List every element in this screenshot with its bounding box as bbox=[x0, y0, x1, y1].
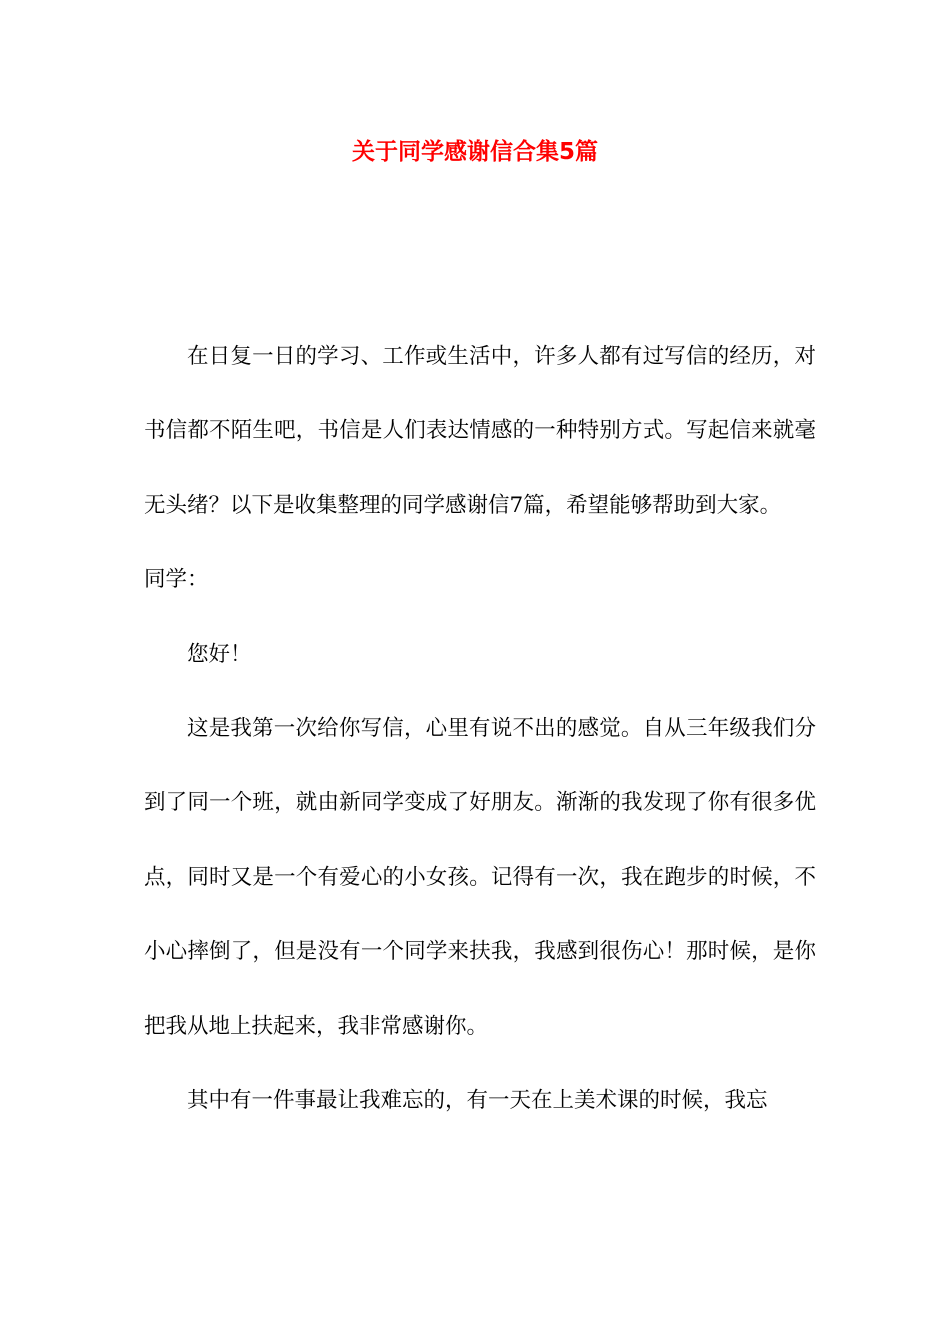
letter-paragraph: 这是我第一次给你写信，心里有说不出的感觉。自从三年级我们分到了同一个班，就由新同学变成了好朋友。渐渐的我发现了你有很多优点，同时又是一个有爱心的小女孩。记得有一次，我在跑步的时候，不小心摔倒了，但是没有一个同学来扶我，我感到很伤心！那时候，是你把我从地上扶起来，我非常感谢你。 bbox=[144, 716, 816, 1039]
intro-paragraph: 在日复一日的学习、工作或生活中，许多人都有过写信的经历，对书信都不陌生吧，书信是人们表达情感的一种特别方式。写起信来就毫无头绪？以下是收集整理的同学感谢信7篇，希望能够帮助到大家。 bbox=[144, 344, 816, 518]
document-body bbox=[144, 320, 816, 1138]
salutation: 同学： bbox=[144, 567, 209, 593]
greeting: 您好！ bbox=[187, 641, 252, 667]
letter-paragraph: 其中有一件事最让我难忘的，有一天在上美术课的时候，我忘 bbox=[187, 1088, 768, 1114]
document-title: 关于同学感谢信合集5篇 bbox=[351, 139, 598, 165]
